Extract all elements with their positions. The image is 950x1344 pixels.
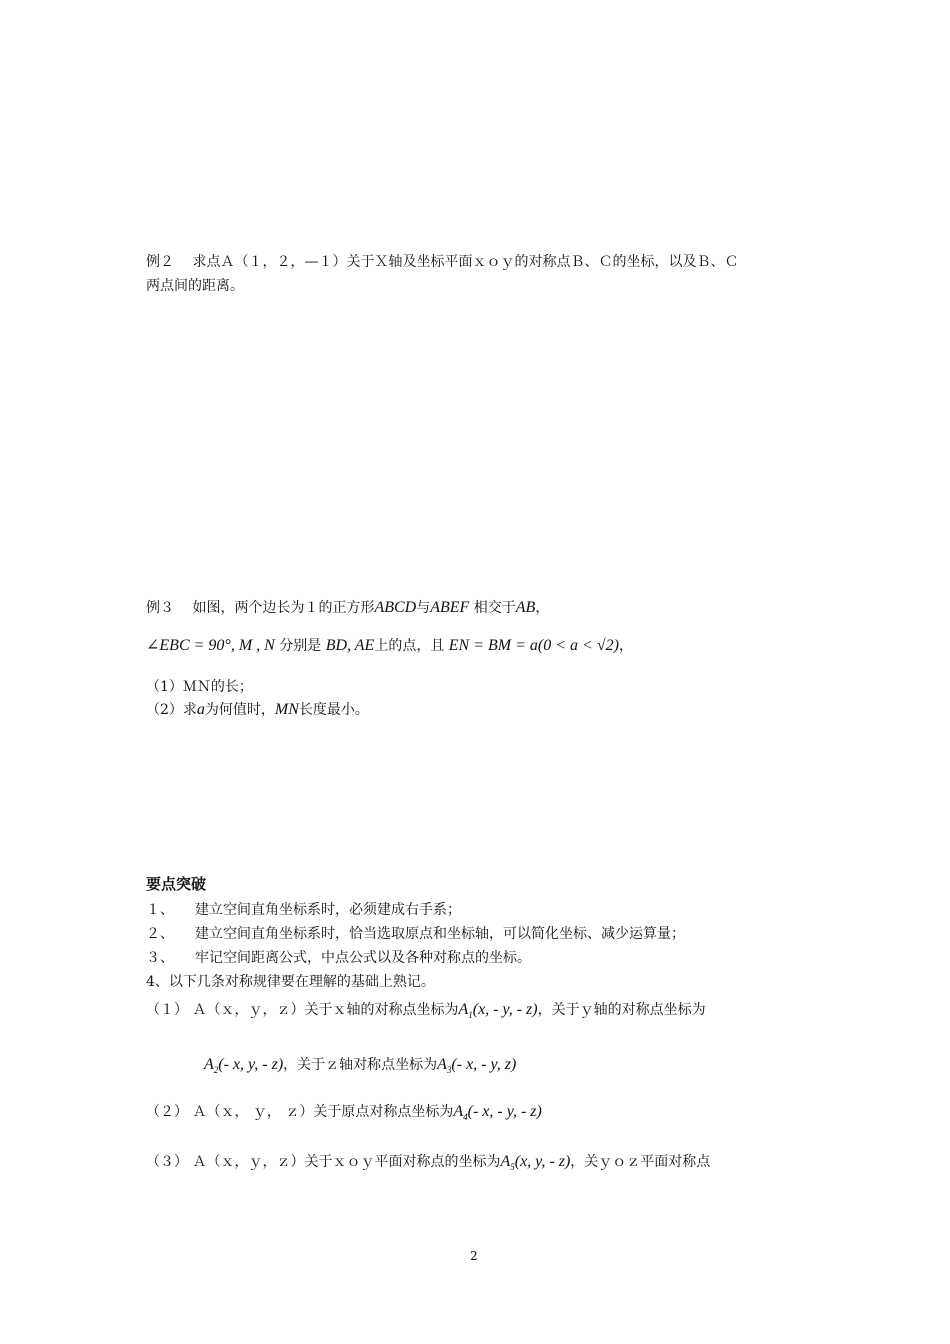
keypoint-1: １、 建立空间直角坐标系时，必须建成右手系；: [146, 902, 461, 918]
rule-2: [146, 1102, 542, 1127]
rule-1-text: （１） Ａ（ｘ，ｙ，ｚ）关于ｘ轴的对称点坐标为: [146, 1002, 459, 1018]
keypoint-4: 4、以下几条对称规律要在理解的基础上熟记。: [146, 974, 435, 990]
rule-3: [146, 1152, 710, 1177]
rule-3-text-2: ，关ｙｏｚ平面对称点: [570, 1154, 711, 1170]
rule-1-line-2: [204, 1055, 516, 1080]
intersect-text: 相交于: [469, 600, 516, 616]
point-a5: $A_5(x$, y, - z): [500, 1153, 571, 1172]
segment-mn: MN: [274, 701, 299, 718]
example-2-line-1: 例２ 求点Ａ（１，２，—１）关于Ｘ轴及坐标平面ｘｏｙ的对称点Ｂ、Ｃ的坐标，以及Ｂ、Ｃ: [146, 254, 739, 270]
example-3-label: 例３ 如图，两个边长为１的正方形: [146, 600, 375, 616]
angle-condition: ∠EBC = 90°, M , N: [146, 637, 275, 654]
square-abcd: ABCD: [374, 599, 417, 616]
point-a2: $A_2(-$ x, y, - z): [204, 1056, 284, 1075]
point-a4: $A_4(-$ x, - y, - z): [453, 1103, 542, 1122]
question-2-post: 长度最小。: [298, 702, 369, 718]
page-number: 2: [470, 1249, 478, 1263]
example-2-line-2: 两点间的距离。: [146, 278, 244, 294]
equality-condition: EN = BM = a(0 < a < √2): [448, 637, 619, 654]
comma: ，: [535, 600, 550, 616]
question-2: [146, 700, 369, 720]
question-1: （1）ＭＮ的长；: [146, 679, 253, 695]
with-text: 与: [416, 600, 431, 616]
example-3-line-1: [146, 598, 549, 618]
question-2-mid: 为何值时，: [204, 702, 275, 718]
condition-text-2: 上的点，且: [374, 638, 445, 654]
condition-end: ，: [618, 638, 633, 654]
question-2-pre: （2）求: [146, 702, 197, 718]
points-bd-ae: BD, AE: [325, 637, 375, 654]
rule-1-text-2: ，关于ｙ轴的对称点坐标为: [537, 1002, 706, 1018]
rule-2-text: （２） Ａ（ｘ， ｙ， ｚ）关于原点对称点坐标为: [146, 1104, 454, 1120]
section-heading: 要点突破: [146, 875, 207, 893]
point-a3: $A_3(-$ x, - y, z): [437, 1056, 517, 1075]
rule-1-line-1: [146, 1000, 706, 1025]
segment-ab: AB: [515, 599, 536, 616]
keypoint-3: ３、 牢记空间距离公式，中点公式以及各种对称点的坐标。: [146, 950, 531, 966]
variable-a: a: [196, 701, 205, 718]
example-3-line-2: [146, 636, 633, 656]
square-abef: ABEF: [430, 599, 470, 616]
keypoint-2: ２、 建立空间直角坐标系时，恰当选取原点和坐标轴，可以简化坐标、减少运算量；: [146, 926, 685, 942]
rule-3-text: （３） Ａ（ｘ，ｙ，ｚ）关于ｘｏｙ平面对称点的坐标为: [146, 1154, 501, 1170]
point-a1: $A_1(x$, - y, - z): [458, 1001, 538, 1020]
condition-text-1: 分别是: [274, 638, 322, 654]
rule-1b-text: ，关于ｚ轴对称点坐标为: [283, 1057, 438, 1073]
